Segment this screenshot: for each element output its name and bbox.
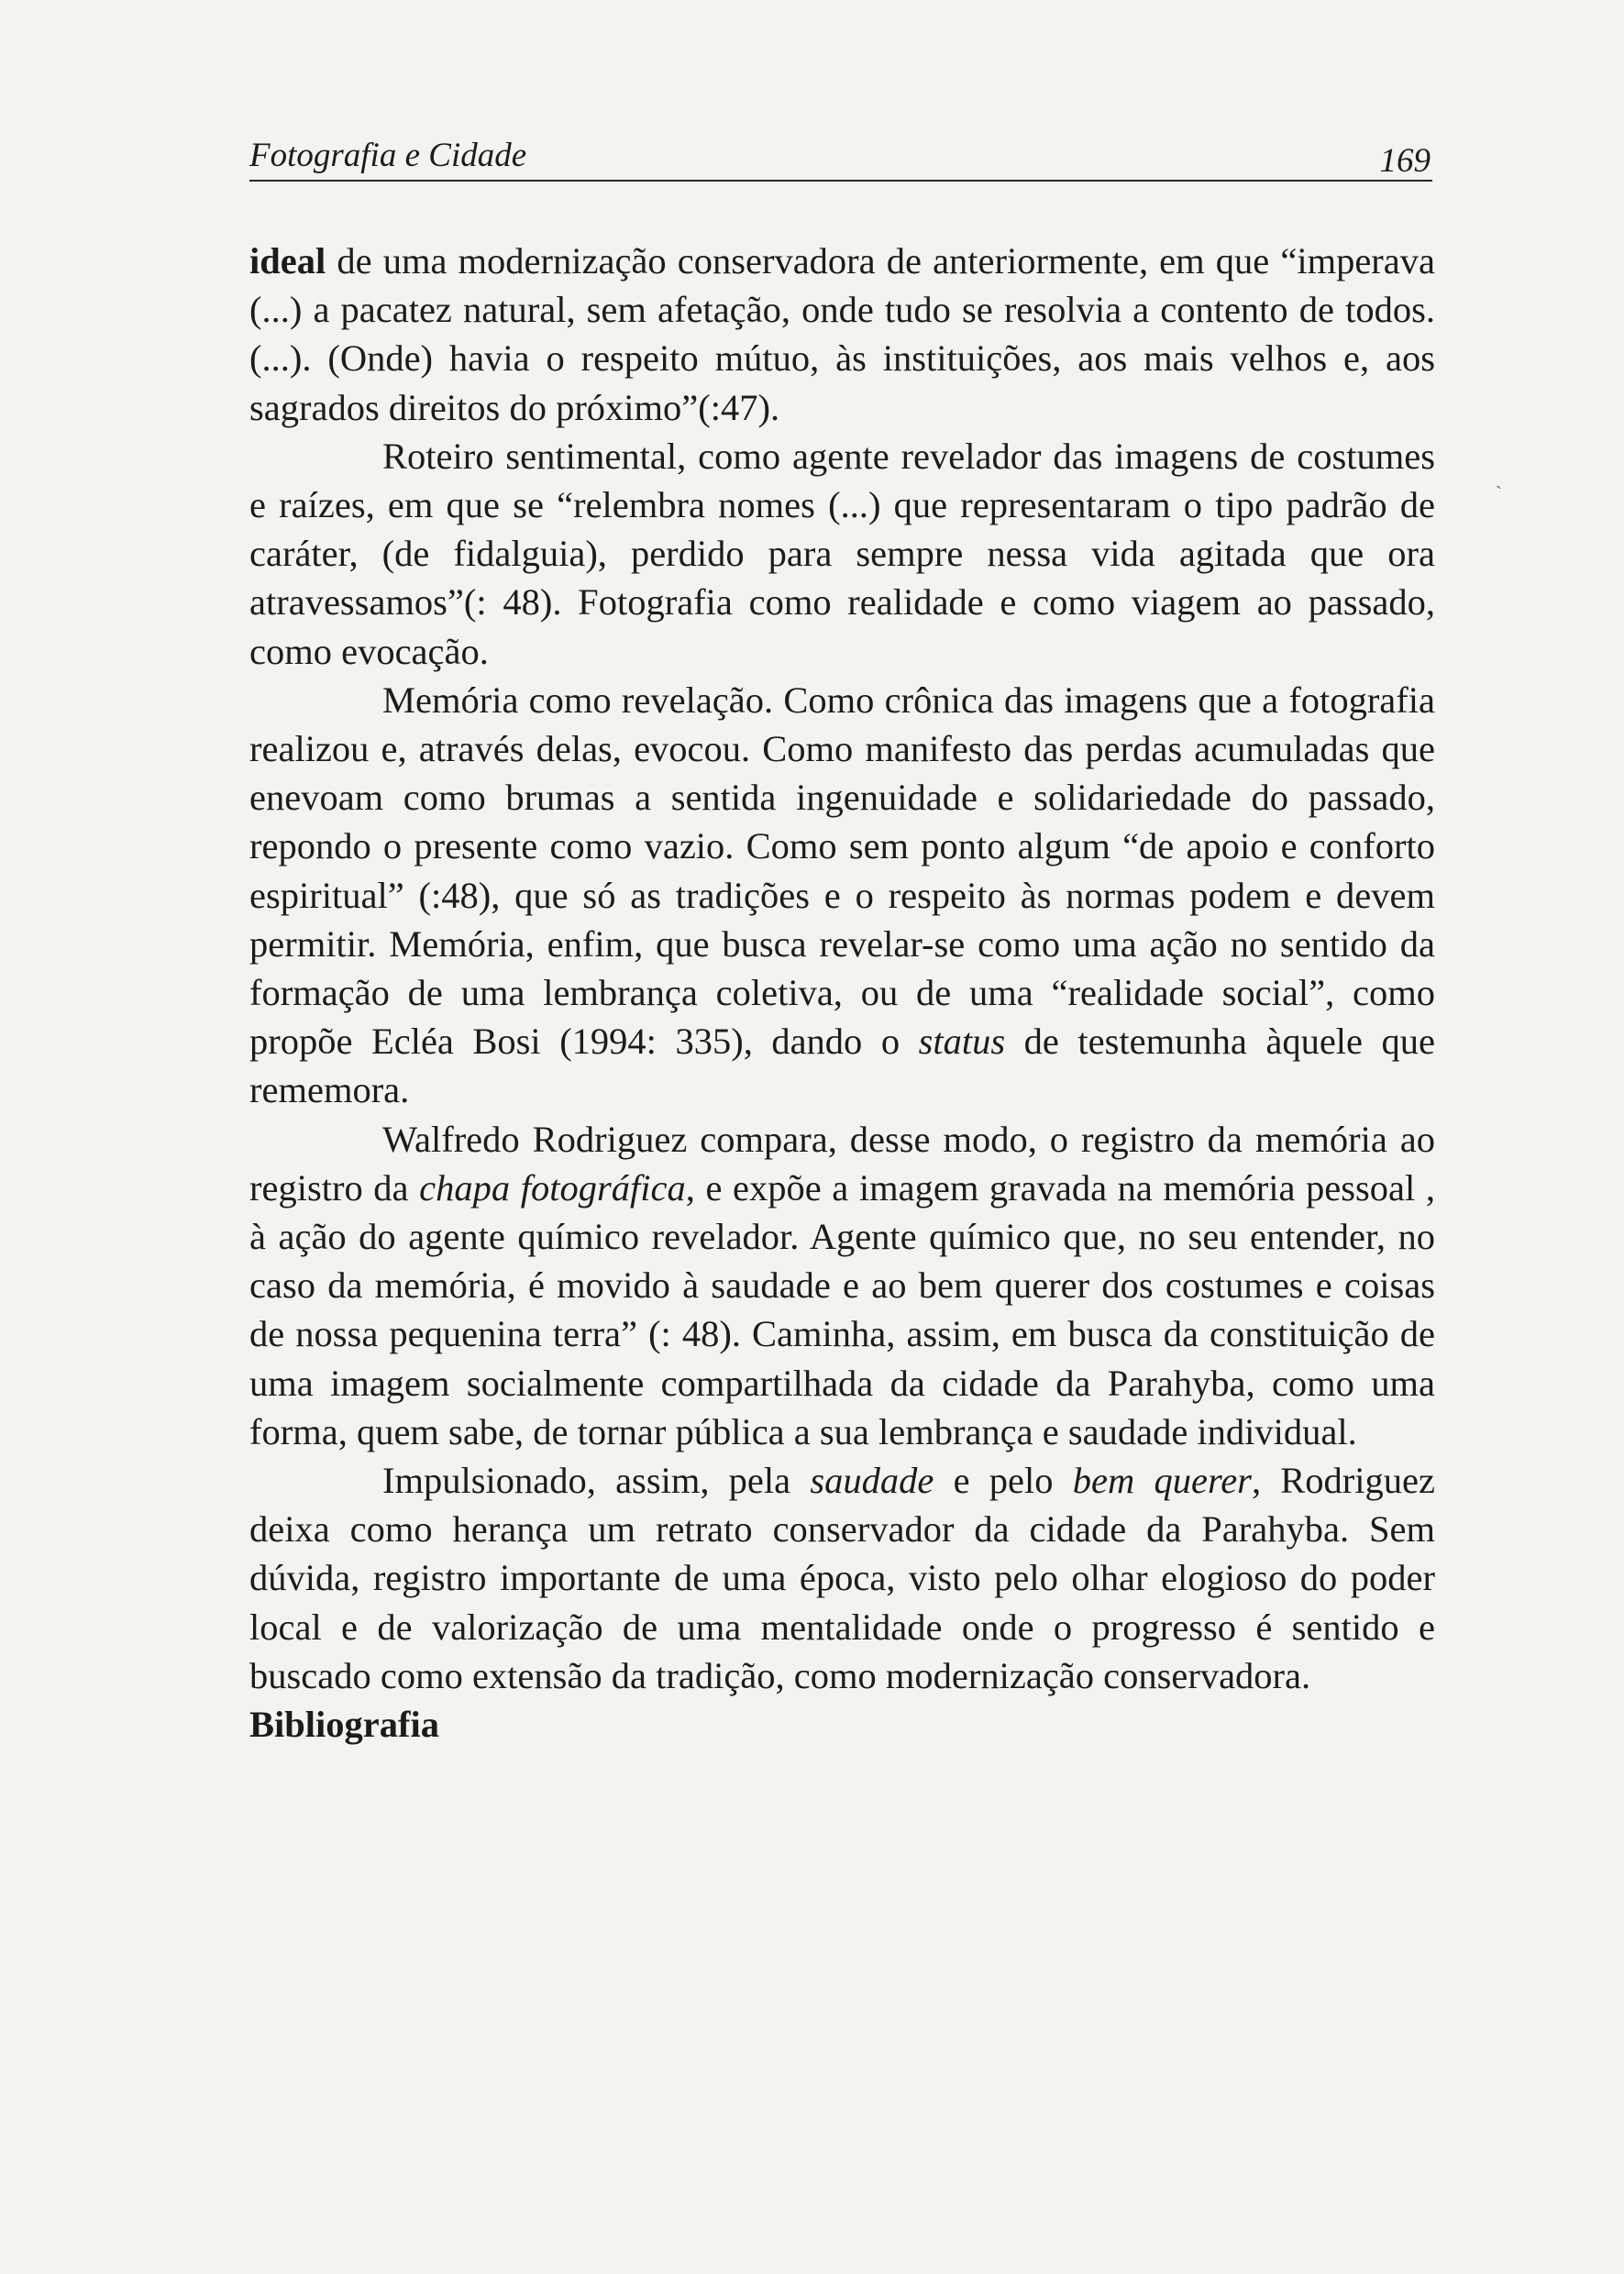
text-run: de testemunha àquele que rememora. [249,1021,1436,1111]
paragraph [249,237,1435,432]
running-title: Fotografia e Cidade [249,137,527,174]
text-run: saudade [810,1460,934,1502]
text-run: chapa fotográfica [419,1166,686,1209]
text-run: Roteiro sentimental, como agente revelador das imagens de costumes e raízes, em que se “relembra nomes (...) que representaram o tipo padrão de caráter, (de fidalguia), perdido para sempre nessa vida agitada que ora atravessamos”(: 48). Fotografia como realidade e como viagem ao passado, como evocação. [249,435,1435,672]
text-run: de uma modernização conservadora de anteriormente, em que “imperava (...) a pacatez natural, sem afetação, onde tudo se resolvia a contento de todos. (...). (Onde) havia o respeito mútuo, às instituições, aos mais velhos e, aos sagrados direitos do próximo”(:47). [249,240,1435,428]
text-run: ideal [249,240,326,281]
section-heading: Bibliografia [249,1704,440,1746]
paragraph [249,432,1435,676]
text-run: status [918,1021,1006,1063]
running-header [249,125,1432,182]
paragraph [249,1456,1435,1700]
text-run: Walfredo Rodriguez compara, desse modo, o registro da memória ao registro da [249,1118,1435,1209]
text-run: , Rodriguez deixa como herança um retrato conservador da cidade da Parahyba. Sem dúvida, registro importante de uma época, visto pelo olhar elogioso do poder local e de valorização de uma mentalidade onde o progresso é sentido e buscado como extensão da tradição, como modernização conservadora. [249,1460,1435,1696]
text-run: bem querer [1072,1460,1252,1502]
body-text [249,237,1435,1749]
text-run: , e expõe a imagem gravada na memória pessoal , à ação do agente químico revelador. Agente químico que, no seu entender, no caso da memória, é movido à saudade e ao bem querer dos costumes e coisas de nossa pequenina terra” (: 48). Caminha, assim, em busca da constituição de uma imagem socialmente compartilhada da cidade da Parahyba, como uma forma, quem sabe, de tornar pública a sua lembrança e saudade individual. [249,1166,1435,1452]
page-number: 169 [1379,142,1431,180]
paragraph [249,676,1435,1115]
text-run: Impulsionado, assim, pela [382,1460,811,1502]
text-run: Memória como revelação. Como crônica das imagens que a fotografia realizou e, através delas, evocou. Como manifesto das perdas acumuladas que enevoam como brumas a sentida ingenuidade e solidariedade do passado, repondo o presente como vazio. Como sem ponto algum “de apoio e conforto espiritual” (:48), que só as tradições e o respeito às normas podem e devem permitir. Memória, enfim, que busca revelar-se como uma ação no sentido da formação de uma lembrança coletiva, ou de uma “realidade social”, como propõe Ecléa Bosi (1994: 335), dando o [249,679,1435,1063]
paragraph [249,1115,1435,1456]
margin-mark: ` [1496,483,1502,503]
text-run: e pelo [934,1460,1073,1502]
